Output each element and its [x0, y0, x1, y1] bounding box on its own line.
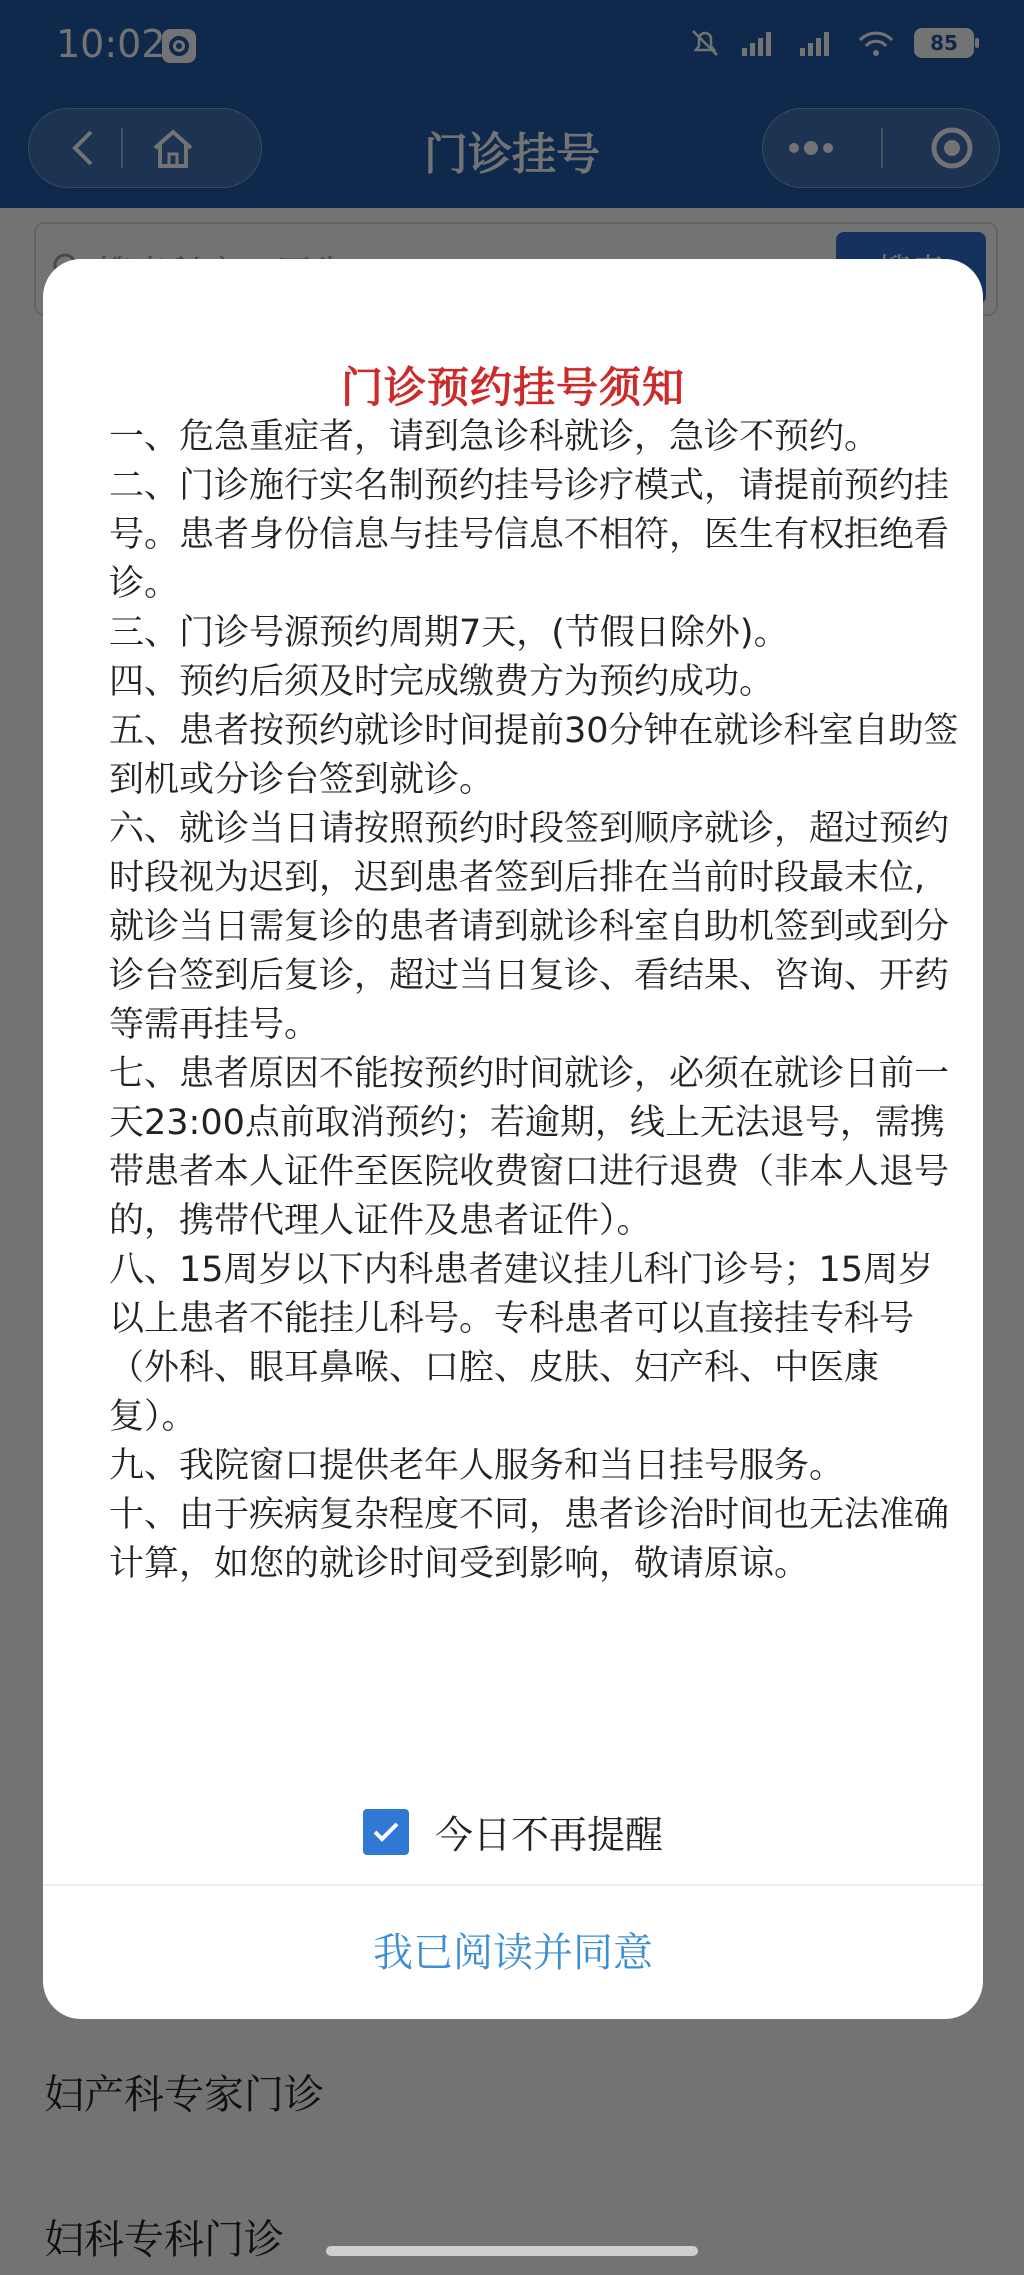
notice-item: 四、预约后须及时完成缴费方为预约成功。: [109, 662, 775, 702]
remember-toggle[interactable]: [43, 1804, 983, 1859]
remember-label: 今日不再提醒: [434, 1813, 663, 1857]
notice-list: [109, 413, 959, 1589]
notice-item: 十、由于疾病复杂程度不同，患者诊治时间也无法准确计算，如您的就诊时间受到影响，敬请原谅。: [109, 1495, 950, 1584]
agree-button[interactable]: 我已阅读并同意: [373, 1930, 653, 1976]
notice-item: 六、就诊当日请按照预约时段签到顺序就诊，超过预约时段视为迟到，迟到患者签到后排在当前时段最末位,就诊当日需复诊的患者请到就诊科室自助机签到或到分诊台签到后复诊，超过当日复诊、看结果、咨询、开药等需再挂号。: [109, 809, 950, 1045]
home-indicator: [326, 2246, 698, 2256]
notice-item: 三、门诊号源预约周期7天，(节假日除外)。: [109, 613, 789, 653]
notice-dialog: [43, 259, 983, 2019]
notice-item: 二、门诊施行实名制预约挂号诊疗模式，请提前预约挂号。患者身份信息与挂号信息不相符，医生有权拒绝看诊。: [109, 466, 950, 604]
notice-item: 七、患者原因不能按预约时间就诊，必须在就诊日前一天23:00点前取消预约；若逾期，线上无法退号，需携带患者本人证件至医院收费窗口进行退费（非本人退号的，携带代理人证件及患者证件）。: [109, 1054, 950, 1241]
notice-item: 九、我院窗口提供老年人服务和当日挂号服务。: [109, 1446, 845, 1486]
notice-item: 一、危急重症者，请到急诊科就诊，急诊不预约。: [109, 417, 880, 457]
notice-item: 八、15周岁以下内科患者建议挂儿科门诊号；15周岁以上患者不能挂儿科号。专科患者可以直接挂专科号（外科、眼耳鼻喉、口腔、皮肤、妇产科、中医康复）。: [109, 1250, 934, 1437]
notice-item: 五、患者按预约就诊时间提前30分钟在就诊科室自助签到机或分诊台签到就诊。: [109, 711, 959, 800]
remember-checkbox[interactable]: [363, 1809, 409, 1855]
check-icon: [369, 1815, 403, 1849]
dialog-divider: [43, 1884, 983, 1886]
dialog-title: 门诊预约挂号须知: [340, 363, 685, 412]
